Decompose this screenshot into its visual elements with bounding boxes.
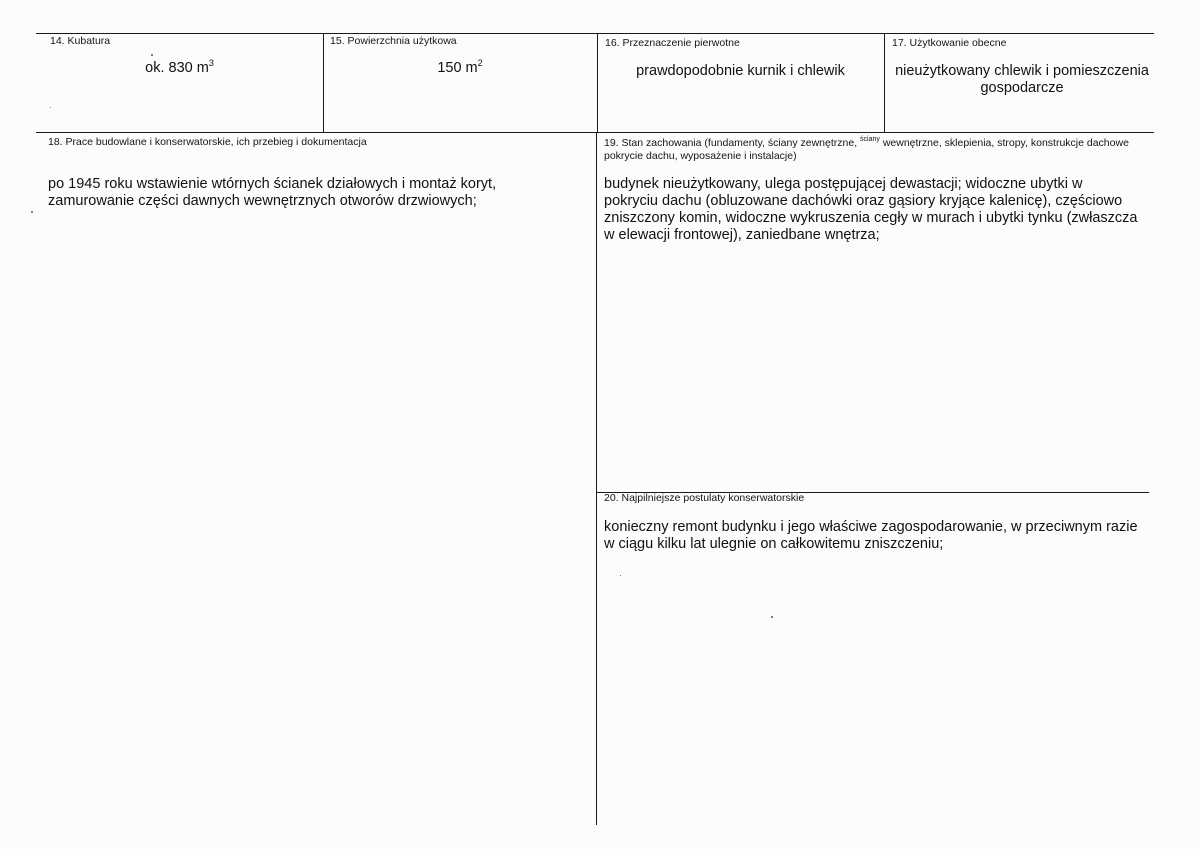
field-20-label: 20. Najpilniejsze postulaty konserwatorskie	[604, 492, 805, 504]
field-18-value: po 1945 roku wstawienie wtórnych ścianek działowych i montaż koryt, zamurowanie części dawnych wewnętrznych otworów drzwiowych;	[48, 176, 497, 209]
field-14-value	[36, 60, 323, 77]
field-20-value: konieczny remont budynku i jego właściwe zagospodarowanie, w przeciwnym razie w ciągu kilku lat ulegnie on całkowitemu zniszczeniu;	[604, 519, 1138, 552]
field-19-label-line2: pokrycie dachu, wyposażenie i instalacje)	[604, 150, 797, 162]
field-15-value-text: 150 m	[437, 60, 478, 76]
field-18-label: 18. Prace budowlane i konserwatorskie, ich przebieg i dokumentacja	[48, 136, 367, 148]
scan-speck	[50, 107, 51, 108]
top-row-top-border	[36, 33, 1154, 34]
field-15-label: 15. Powierzchnia użytkowa	[330, 35, 457, 47]
field-19-label-superscript: ściany	[860, 136, 880, 143]
field-17-value: nieużytkowany chlewik i pomieszczenia gospodarcze	[895, 63, 1149, 96]
scan-speck	[151, 54, 153, 56]
divider-14-15	[323, 33, 324, 133]
field-14-value-superscript: 3	[208, 58, 214, 69]
field-19-label-part1: 19. Stan zachowania (fundamenty, ściany zewnętrzne,	[604, 137, 858, 149]
field-14-value-text: ok. 830 m	[145, 60, 209, 76]
divider-main-column	[596, 132, 597, 825]
top-row-bottom-border	[36, 132, 1154, 133]
field-19-value: budynek nieużytkowany, ulega postępującej dewastacji; widoczne ubytki w pokryciu dachu (obluzowane dachówki oraz gąsiory kryjące kalenicę), częściowo zniszczony komin, widoczne wykruszenia cegły w murach i ubytki tynku (zwłaszcza w elewacji frontowej), zaniedbane wnętrza;	[604, 176, 1138, 243]
field-14-label: 14. Kubatura	[50, 35, 111, 47]
scan-speck	[771, 616, 773, 618]
scan-speck	[620, 575, 621, 576]
field-15-value	[323, 60, 597, 77]
field-17-label: 17. Użytkowanie obecne	[892, 37, 1007, 49]
field-19-label	[604, 137, 1129, 151]
field-15-value-superscript: 2	[477, 58, 483, 69]
scan-speck	[31, 211, 33, 213]
field-16-label: 16. Przeznaczenie pierwotne	[605, 37, 740, 49]
field-19-label-part2: wewnętrzne, sklepienia, stropy, konstrukcje dachowe	[882, 137, 1129, 149]
divider-16-17	[884, 33, 885, 133]
field-16-value: prawdopodobnie kurnik i chlewik	[636, 63, 845, 79]
divider-15-16	[597, 33, 598, 133]
